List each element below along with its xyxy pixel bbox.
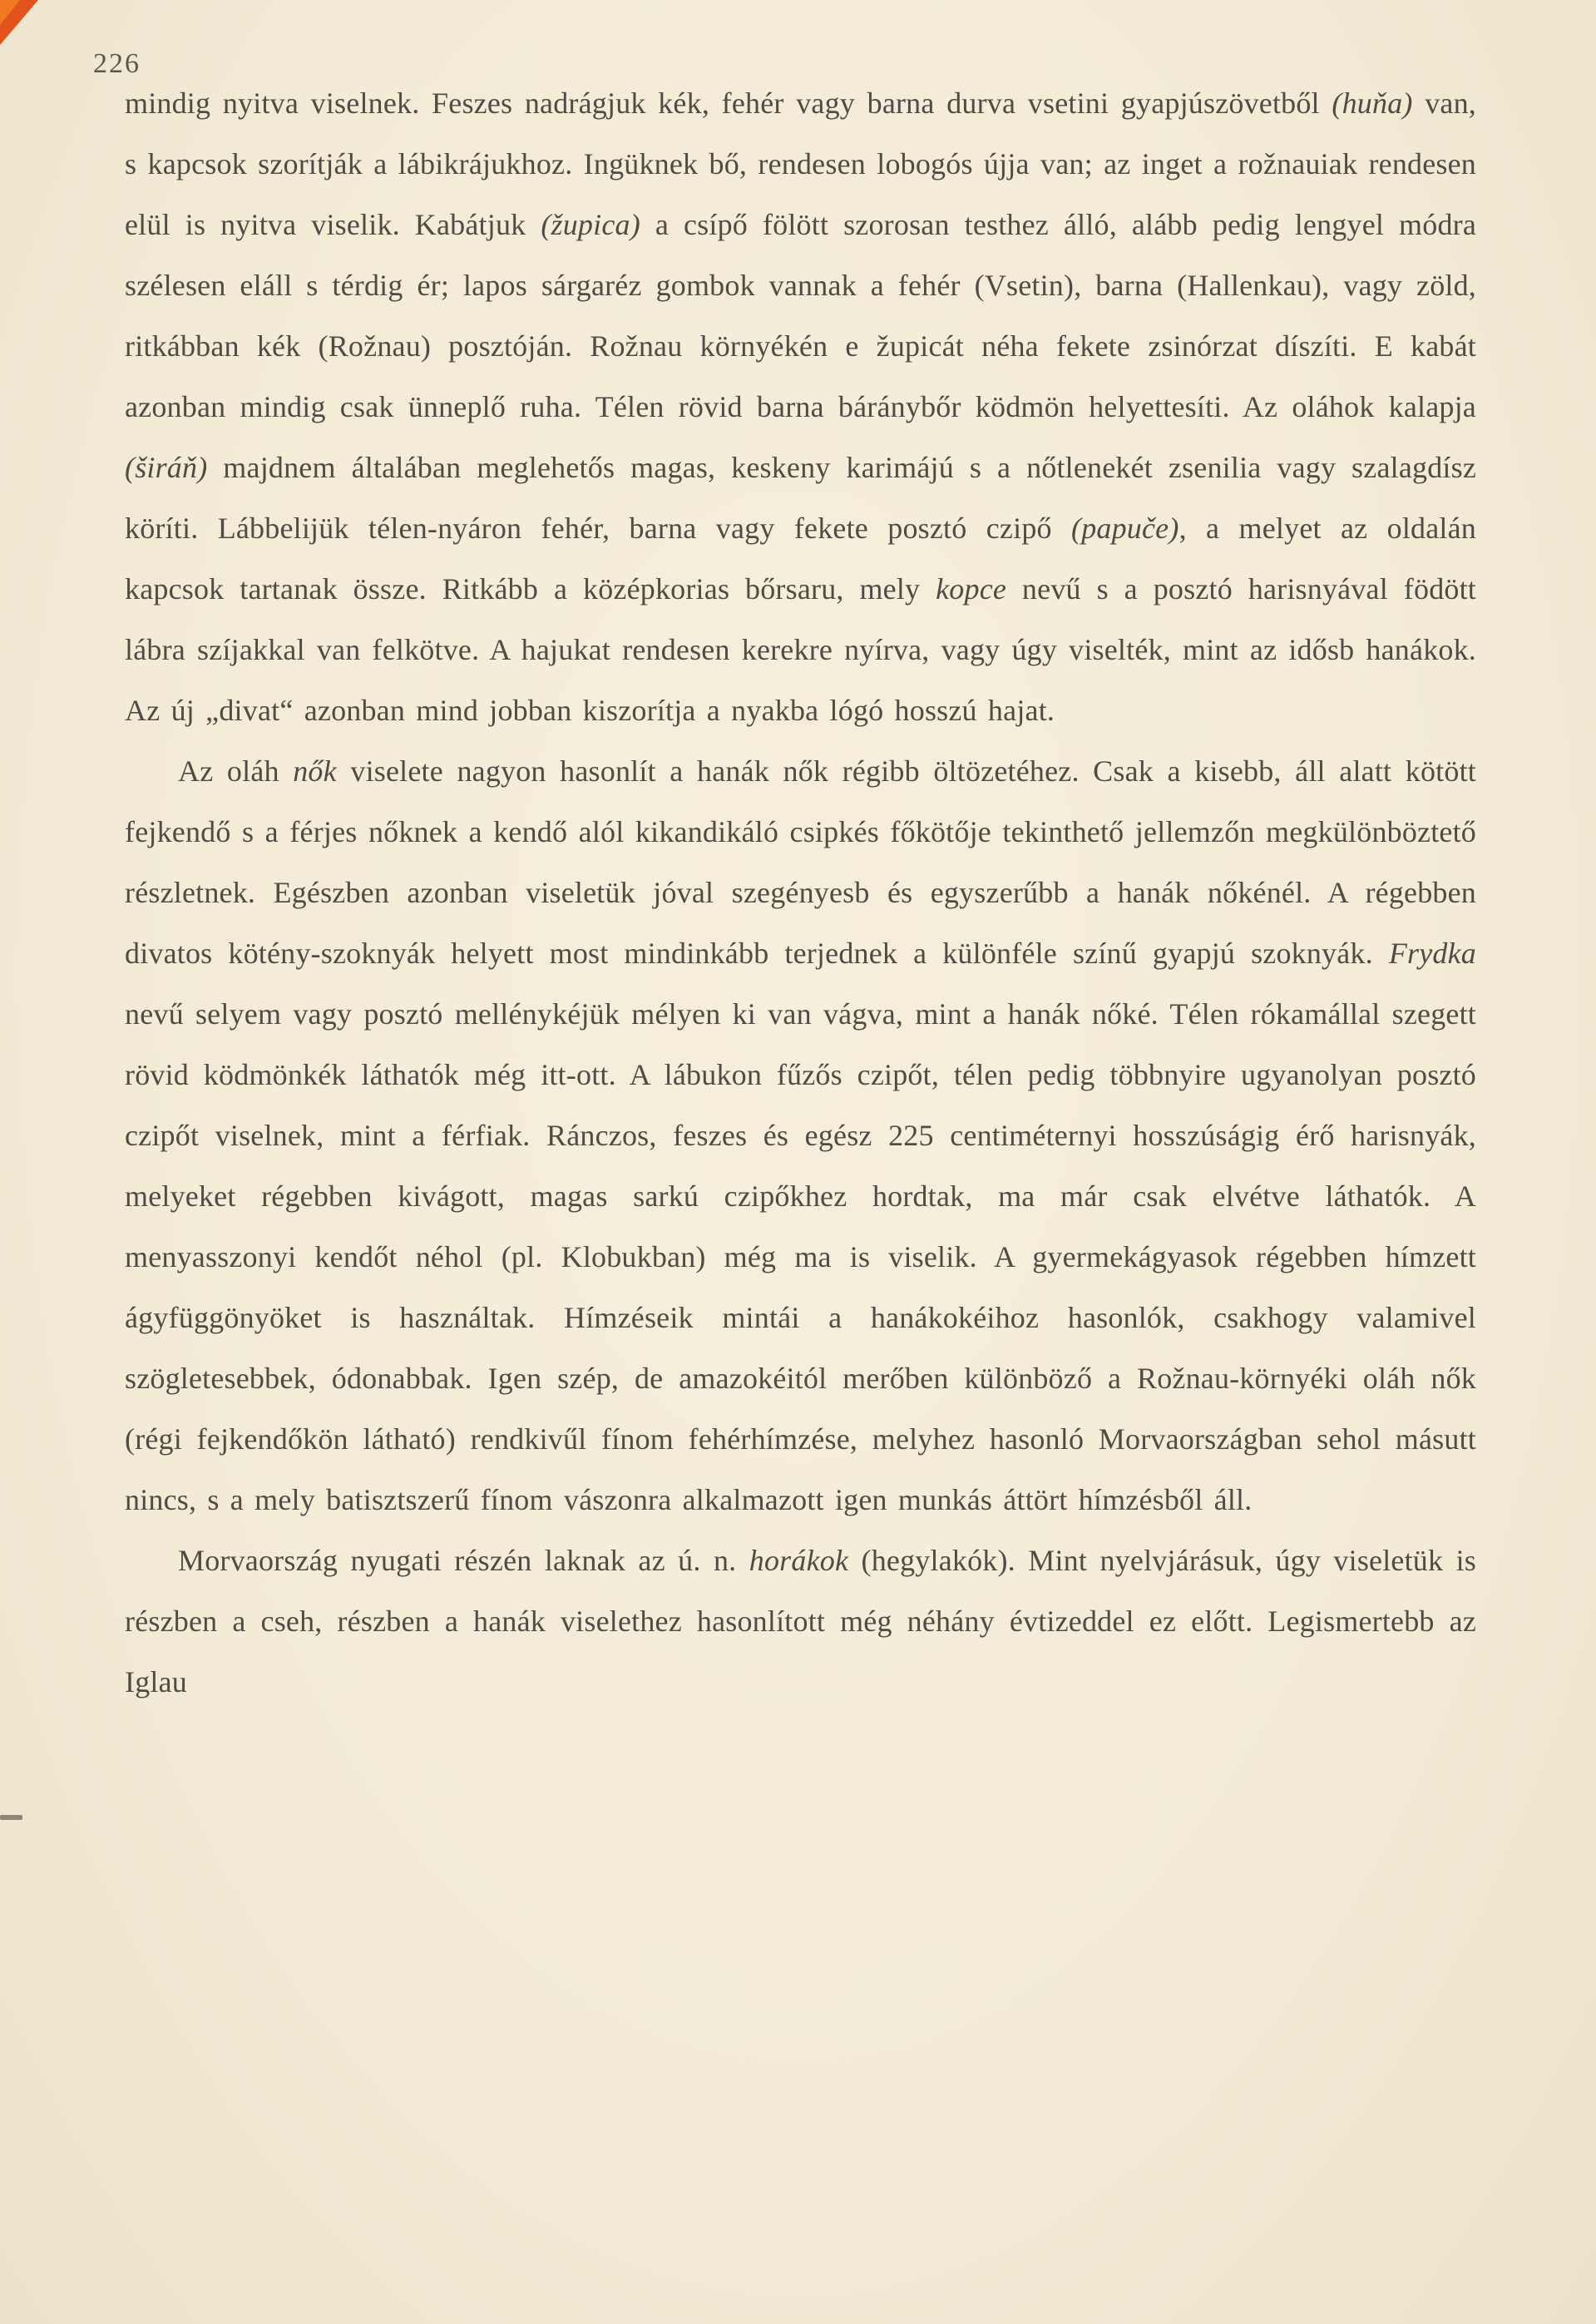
text-run: a csípő fölött szorosan testhez álló, alább pedig lengyel módra szélesen eláll s térdig ér; lapos sárgaréz gombok vannak a fehér (Vsetin), barna (Hallenkau), vagy zöld, ritkábban kék (Rožnau) posztóján. Rožnau környékén e župicát néha fekete zsinórzat díszíti. E kabát azonban mindig csak ünneplő ruha. Télen rövid barna báránybőr ködmön helyettesíti. Az oláhok kalapja	[125, 208, 1477, 423]
text-run: (hegylakók). Mint nyelvjárásuk, úgy viseletük is részben a cseh, részben a hanák viselethez hasonlított még néhány évtizeddel ez előtt. Legismertebb az Iglau	[125, 1544, 1477, 1698]
text-run: , a melyet az oldalán kapcsok tartanak össze. Ritkább a középkorias bőrsaru, mely	[125, 512, 1477, 606]
text-block	[125, 73, 1476, 1713]
italic-term: Frydka	[1388, 937, 1476, 970]
italic-term: (župica)	[541, 208, 640, 241]
text-run: mindig nyitva viselnek. Feszes nadrágjuk kék, fehér vagy barna durva vsetini gyapjúszövetből	[125, 87, 1332, 120]
text-run: nevű selyem vagy posztó mellénykéjük mélyen ki van vágva, mint a hanák nőké. Télen rókamállal szegett rövid ködmönkék láthatók még itt-ott. A lábukon fűzős czipőt, télen pedig többnyire ugyanolyan posztó czipőt viselnek, mint a férfiak. Ránczos, feszes és egész 225 centiméternyi hosszúságig érő harisnyák, melyeket régebben kivágott, magas sarkú czipőkhez hordtak, ma már csak elvétve láthatók. A menyasszonyi kendőt néhol (pl. Klobukban) még ma is viselik. A gyermekágyasok régebben hímzett ágyfüggönyöket is használtak. Hímzéseik mintái a hanákokéihoz hasonlók, csakhogy valamivel szögletesebbek, ódonabbak. Igen szép, de amazokéitól merőben különböző a Rožnau-környéki oláh nők (régi fejkendőkön látható) rendkivűl fínom fehérhímzése, melyhez hasonló Morvaországban sehol másutt nincs, s a mely batisztszerű fínom vászonra alkalmazott igen munkás áttört hímzésből áll.	[125, 997, 1476, 1516]
italic-term: (huňa)	[1332, 87, 1413, 120]
italic-term: nők	[293, 754, 337, 788]
italic-term: kopce	[936, 572, 1007, 606]
italic-term: horákok	[749, 1544, 849, 1577]
text-run: majdnem általában meglehetős magas, keskeny karimájú s a nőtlenekét zsenilia vagy szalagdísz köríti. Lábbelijük télen-nyáron fehér, barna vagy fekete posztó czipő	[125, 451, 1476, 545]
page-number: 226	[93, 48, 141, 79]
text-run: viselete nagyon hasonlít a hanák nők régibb öltözetéhez. Csak a kisebb, áll alatt kötött fejkendő s a férjes nőknek a kendő alól kikandikáló csipkés főkötője tekinthető jellemzőn megkülönböztető részletnek. Egészben azonban viseletük jóval szegényesb és egyszerűbb a hanák nőkénél. A régebben divatos kötény-szoknyák helyett most mindinkább terjednek a különféle színű gyapjú szoknyák.	[125, 754, 1476, 970]
scan-corner-artifact-highlight	[0, 0, 20, 25]
scan-edge-mark	[0, 1815, 22, 1820]
text-run: nevű s a posztó harisnyával födött lábra szíjakkal van felkötve. A hajukat rendesen kerekre nyírva, vagy úgy viselték, mint az idősb hanákok. Az új „divat“ azonban mind jobban kiszorítja a nyakba lógó hosszú hajat.	[125, 572, 1476, 727]
paragraph	[125, 741, 1476, 1530]
text-run: van, s kapcsok szorítják a lábikrájukhoz. Ingüknek bő, rendesen lobogós újja van; az inget a rožnauiak rendesen elül is nyitva viselik. Kabátjuk	[125, 87, 1477, 241]
text-run: Az oláh	[178, 754, 294, 788]
paragraph	[125, 73, 1476, 741]
text-run: Morvaország nyugati részén laknak az ú. n.	[178, 1544, 749, 1577]
paragraph	[125, 1530, 1476, 1713]
italic-term: (širáň)	[125, 451, 208, 484]
italic-term: (papuče)	[1071, 512, 1179, 545]
